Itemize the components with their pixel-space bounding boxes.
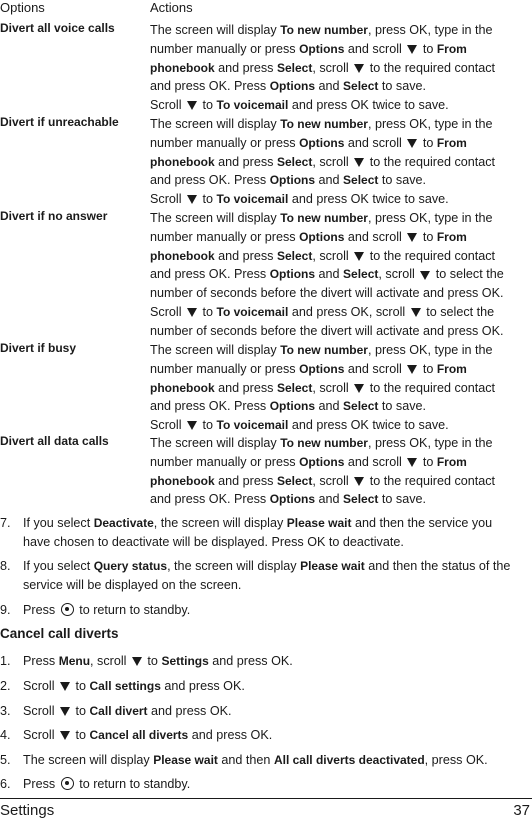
menu-term: Options	[299, 361, 345, 376]
text-run: to select the	[432, 267, 504, 282]
text-run: number manually or press	[150, 41, 300, 56]
step-text	[23, 601, 528, 620]
text-run: number manually or press	[150, 454, 300, 469]
menu-term: From	[436, 229, 467, 244]
text-line	[150, 115, 530, 134]
text-line	[150, 153, 530, 172]
text-line	[23, 557, 528, 576]
text-run: and press OK twice to save.	[288, 418, 449, 433]
menu-term: phonebook	[150, 154, 215, 169]
text-run: and press OK.	[188, 728, 273, 742]
scroll-down-triangle-icon	[187, 101, 197, 110]
scroll-down-triangle-icon	[354, 477, 364, 486]
action-description	[150, 434, 530, 509]
text-run: and press	[214, 473, 277, 488]
menu-term: From	[436, 135, 467, 150]
step-number: 9.	[0, 603, 11, 617]
menu-term: From	[436, 41, 467, 56]
text-run: , scroll	[378, 267, 419, 282]
text-run: to	[199, 98, 217, 113]
scroll-down-triangle-icon	[407, 233, 417, 242]
scroll-down-triangle-icon	[407, 458, 417, 467]
text-run: Press	[23, 654, 59, 668]
text-run: Scroll	[150, 192, 185, 207]
text-line	[150, 40, 530, 59]
menu-term: Options	[299, 41, 345, 56]
footer-section-title: Settings	[0, 802, 55, 819]
step-number: 3.	[0, 704, 11, 718]
text-run: and scroll	[344, 41, 406, 56]
actions-column-header: Actions	[150, 0, 193, 15]
text-run: and	[315, 399, 344, 414]
text-run: to	[419, 229, 437, 244]
menu-term: Please wait	[300, 559, 365, 573]
text-run: and press OK.	[160, 679, 245, 693]
text-run: Scroll	[150, 418, 185, 433]
text-run: to	[199, 192, 217, 207]
text-run: and then the service you	[351, 516, 493, 530]
scroll-down-triangle-icon	[354, 158, 364, 167]
menu-term: Menu	[58, 654, 91, 668]
text-run: , scroll	[312, 154, 353, 169]
text-run: and scroll	[344, 454, 406, 469]
text-line	[150, 434, 530, 453]
scroll-down-triangle-icon	[407, 139, 417, 148]
text-line	[150, 453, 530, 472]
text-run: and	[315, 492, 344, 507]
text-line	[23, 726, 528, 745]
text-run: and press OK, scroll	[288, 304, 409, 319]
text-line	[150, 134, 530, 153]
text-line	[150, 416, 530, 435]
text-run: number manually or press	[150, 229, 300, 244]
menu-term: phonebook	[150, 248, 215, 263]
text-run: and press	[214, 154, 277, 169]
text-run: Press	[23, 603, 59, 617]
menu-term: Select	[343, 399, 379, 414]
step-text	[23, 726, 528, 745]
text-run: and press	[214, 380, 277, 395]
text-run: Scroll	[150, 304, 185, 319]
text-run: Press	[23, 777, 59, 791]
text-run: and press OK. Press	[150, 267, 270, 282]
text-run: The screen will display	[150, 436, 281, 450]
scroll-down-triangle-icon	[187, 308, 197, 317]
text-run: number of seconds before the divert will activate and press OK.	[150, 323, 504, 338]
menu-term: From	[436, 361, 467, 376]
scroll-down-triangle-icon	[354, 384, 364, 393]
text-run: and press OK. Press	[150, 399, 270, 414]
standby-key-icon	[61, 603, 74, 616]
text-run: , scroll	[312, 248, 353, 263]
text-run: to	[419, 41, 437, 56]
menu-term: Cancel all diverts	[89, 728, 189, 742]
text-run: and then the status of the	[364, 559, 511, 573]
menu-term: Select	[276, 380, 313, 395]
text-run: to	[72, 704, 90, 718]
section-heading: Cancel call diverts	[0, 626, 119, 641]
scroll-down-triangle-icon	[60, 731, 70, 740]
menu-term: To voicemail	[216, 98, 289, 113]
step-text	[23, 677, 528, 696]
menu-term: Options	[299, 454, 345, 469]
menu-term: phonebook	[150, 473, 215, 488]
text-run: and	[315, 267, 344, 282]
text-run: to return to standby.	[75, 603, 191, 617]
text-line	[23, 775, 528, 794]
text-run: , press OK, type in the	[367, 343, 493, 357]
text-run: , the screen will display	[167, 559, 301, 573]
scroll-down-triangle-icon	[407, 45, 417, 54]
options-column-header: Options	[0, 0, 45, 15]
text-line	[150, 397, 530, 416]
text-run: and scroll	[344, 229, 406, 244]
step-number: 1.	[0, 654, 11, 668]
menu-term: Options	[269, 492, 316, 507]
menu-term: To new number	[280, 436, 368, 450]
menu-term: To voicemail	[216, 304, 289, 319]
text-run: and press OK. Press	[150, 492, 270, 507]
text-run: to the required contact	[366, 60, 496, 75]
text-run: Scroll	[23, 704, 58, 718]
text-run: Scroll	[23, 728, 58, 742]
scroll-down-triangle-icon	[60, 682, 70, 691]
text-run: and scroll	[344, 135, 406, 150]
text-line	[150, 341, 530, 360]
text-run: to	[143, 654, 162, 668]
action-description	[150, 21, 530, 115]
text-run: and press OK.	[147, 704, 232, 718]
step-number: 2.	[0, 679, 11, 693]
action-description	[150, 209, 530, 341]
menu-term: To voicemail	[216, 192, 289, 207]
step-number: 5.	[0, 753, 11, 767]
menu-term: Query status	[93, 559, 168, 573]
text-run: If you select	[23, 516, 94, 530]
text-run: have chosen to deactivate will be displayed. Press OK to deactivate.	[23, 535, 404, 549]
text-line	[150, 209, 530, 228]
action-description	[150, 341, 530, 435]
text-run: , scroll	[312, 380, 353, 395]
menu-term: Options	[269, 267, 316, 282]
option-name: Divert if no answer	[0, 209, 108, 223]
text-run: to the required contact	[366, 380, 496, 395]
text-run: If you select	[23, 559, 94, 573]
scroll-down-triangle-icon	[60, 707, 70, 716]
text-run: to save.	[378, 492, 427, 507]
text-line	[150, 228, 530, 247]
menu-term: Options	[299, 229, 345, 244]
text-line	[150, 171, 530, 190]
text-line	[150, 472, 530, 491]
text-run: to the required contact	[366, 248, 496, 263]
text-run: , scroll	[312, 473, 353, 488]
scroll-down-triangle-icon	[354, 252, 364, 261]
text-line	[150, 247, 530, 266]
table-header	[0, 0, 532, 18]
menu-term: Call settings	[89, 679, 161, 693]
text-line	[23, 576, 528, 595]
text-run: , press OK, type in the	[367, 23, 493, 37]
step-number: 6.	[0, 777, 11, 791]
text-line	[150, 490, 530, 509]
text-run: The screen will display	[150, 23, 281, 37]
menu-term: Select	[343, 267, 379, 282]
menu-term: Select	[276, 248, 313, 263]
text-run: number manually or press	[150, 361, 300, 376]
text-run: and press OK.	[208, 654, 293, 668]
text-run: to the required contact	[366, 473, 496, 488]
text-run: to save.	[378, 79, 427, 94]
option-name: Divert if unreachable	[0, 115, 119, 129]
menu-term: Deactivate	[93, 516, 154, 530]
step-text	[23, 557, 528, 595]
text-line	[23, 702, 528, 721]
text-run: , press OK, type in the	[367, 117, 493, 131]
text-run: and press OK twice to save.	[288, 192, 449, 207]
text-line	[150, 59, 530, 78]
text-line	[150, 322, 530, 341]
text-run: to save.	[378, 399, 427, 414]
text-run: to the required contact	[366, 154, 496, 169]
step-number: 4.	[0, 728, 11, 742]
menu-term: From	[436, 454, 467, 469]
action-description	[150, 115, 530, 209]
text-run: number manually or press	[150, 135, 300, 150]
step-number: 8.	[0, 559, 11, 573]
text-run: and then	[217, 753, 274, 767]
menu-term: Select	[276, 473, 313, 488]
text-run: Scroll	[23, 679, 58, 693]
menu-term: To new number	[280, 117, 368, 131]
text-run: , press OK.	[424, 753, 488, 767]
text-run: , scroll	[90, 654, 130, 668]
text-run: , scroll	[312, 60, 353, 75]
menu-term: Select	[343, 79, 379, 94]
text-line	[150, 21, 530, 40]
menu-term: Select	[343, 492, 379, 507]
text-run: to	[199, 304, 217, 319]
scroll-down-triangle-icon	[407, 365, 417, 374]
text-run: The screen will display	[150, 343, 281, 357]
text-line	[150, 303, 530, 322]
text-run: to select the	[422, 304, 495, 319]
text-run: and	[315, 173, 344, 188]
option-name: Divert all data calls	[0, 434, 109, 448]
text-run: Scroll	[150, 98, 185, 113]
text-line	[23, 601, 528, 620]
menu-term: Select	[343, 173, 379, 188]
menu-term: To new number	[280, 343, 368, 357]
text-run: and	[315, 79, 344, 94]
scroll-down-triangle-icon	[411, 308, 421, 317]
text-line	[150, 77, 530, 96]
text-run: and press OK. Press	[150, 79, 270, 94]
text-line	[23, 533, 528, 552]
text-run: to save.	[378, 173, 427, 188]
text-run: to	[419, 361, 437, 376]
text-run: to	[199, 418, 217, 433]
step-text	[23, 652, 528, 671]
text-run: , press OK, type in the	[367, 211, 493, 225]
text-run: and press OK twice to save.	[288, 98, 449, 113]
step-number: 7.	[0, 516, 11, 530]
page-number: 37	[513, 802, 530, 819]
menu-term: Select	[276, 154, 313, 169]
text-run: , the screen will display	[153, 516, 287, 530]
text-line	[150, 284, 530, 303]
text-line	[23, 751, 528, 770]
menu-term: Settings	[161, 654, 209, 668]
menu-term: All call diverts deactivated	[273, 753, 425, 767]
menu-term: Options	[269, 79, 316, 94]
option-name: Divert all voice calls	[0, 21, 115, 35]
text-line	[150, 265, 530, 284]
menu-term: phonebook	[150, 380, 215, 395]
text-run: The screen will display	[23, 753, 154, 767]
text-line	[150, 96, 530, 115]
scroll-down-triangle-icon	[132, 657, 142, 666]
text-line	[150, 190, 530, 209]
text-run: to	[419, 135, 437, 150]
step-text	[23, 775, 528, 794]
menu-term: To new number	[280, 211, 368, 225]
menu-term: phonebook	[150, 60, 215, 75]
text-run: , press OK, type in the	[367, 436, 493, 450]
menu-term: Options	[299, 135, 345, 150]
text-line	[23, 652, 528, 671]
menu-term: Please wait	[286, 516, 352, 530]
footer-divider	[0, 798, 532, 799]
menu-term: Please wait	[153, 753, 218, 767]
scroll-down-triangle-icon	[187, 195, 197, 204]
text-line	[150, 379, 530, 398]
text-run: and press	[214, 248, 277, 263]
text-run: and scroll	[344, 361, 406, 376]
text-run: to return to standby.	[75, 777, 191, 791]
text-run: The screen will display	[150, 117, 281, 131]
menu-term: Select	[276, 60, 313, 75]
menu-term: Options	[269, 173, 316, 188]
menu-term: To voicemail	[216, 418, 289, 433]
option-name: Divert if busy	[0, 341, 77, 355]
text-run: service will be displayed on the screen.	[23, 578, 242, 592]
menu-term: Call divert	[89, 704, 148, 718]
step-text	[23, 751, 528, 770]
text-line	[23, 677, 528, 696]
text-line	[23, 514, 528, 533]
text-run: to	[72, 679, 90, 693]
standby-key-icon	[61, 777, 74, 790]
text-run: The screen will display	[150, 211, 281, 225]
text-run: and press OK. Press	[150, 173, 270, 188]
menu-term: To new number	[280, 23, 368, 37]
scroll-down-triangle-icon	[420, 271, 430, 280]
text-run: to	[72, 728, 90, 742]
scroll-down-triangle-icon	[187, 421, 197, 430]
text-line	[150, 360, 530, 379]
text-run: number of seconds before the divert will activate and press OK.	[150, 286, 504, 301]
text-run: and press	[214, 60, 277, 75]
step-text	[23, 702, 528, 721]
step-text	[23, 514, 528, 552]
menu-term: Options	[269, 399, 316, 414]
scroll-down-triangle-icon	[354, 64, 364, 73]
text-run: to	[419, 454, 437, 469]
